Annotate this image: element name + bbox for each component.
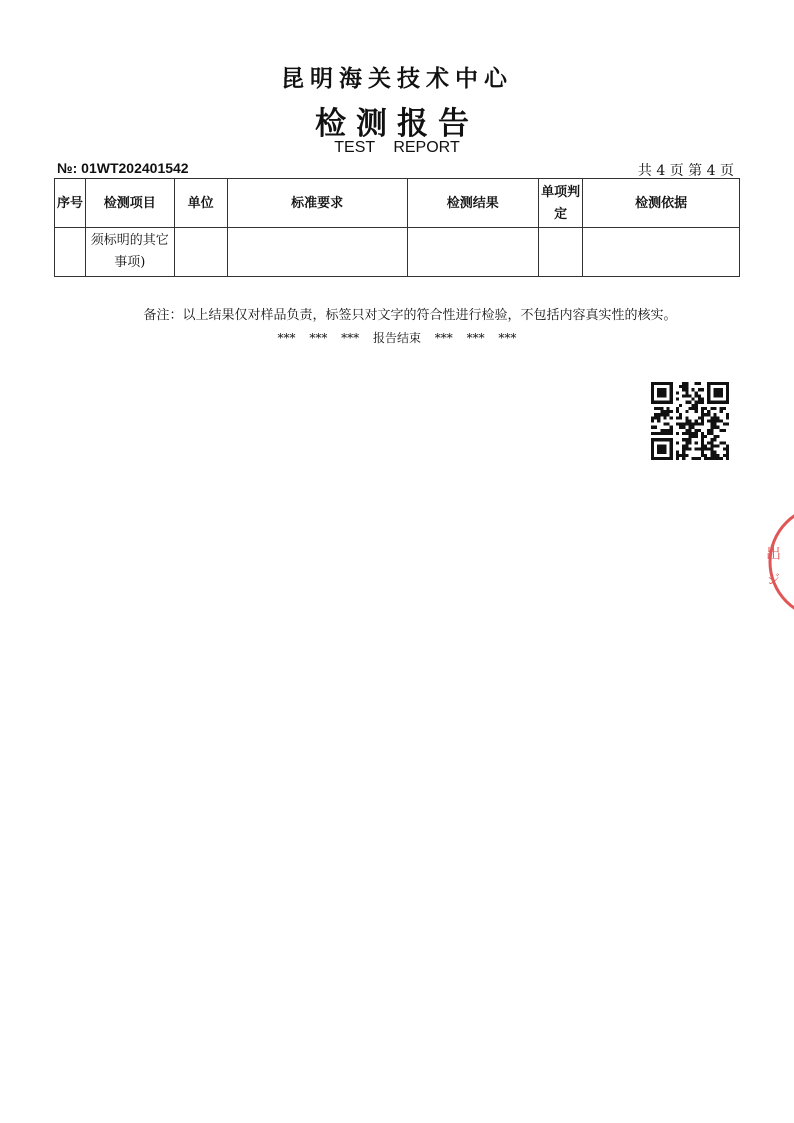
- seal-stamp: [764, 502, 794, 622]
- cell-judgement: [539, 228, 583, 277]
- result-table: [54, 178, 740, 277]
- cell-result: [407, 228, 539, 277]
- organization-name: 昆明海关技术中心: [281, 65, 513, 92]
- header-basis: 检测依据: [583, 179, 740, 228]
- page-info: 共 4 页 第 4 页: [637, 163, 734, 179]
- report-number: [57, 160, 189, 176]
- cell-index: [55, 228, 86, 277]
- header-judgement: 单项判定: [539, 179, 583, 228]
- svg-text:出: 出: [766, 544, 782, 562]
- cell-test-item: 须标明的其它事项): [86, 228, 174, 277]
- remark-text: 备注：以上结果仅对样品负责，标签只对文字的符合性进行检验，不包括内容真实性的核实。: [143, 308, 677, 323]
- header-result: 检测结果: [407, 179, 539, 228]
- table-header-row: [55, 179, 740, 228]
- report-number-label: №:: [57, 160, 78, 176]
- header-unit: 单位: [174, 179, 227, 228]
- report-end-marker: *** *** *** 报告结束 *** *** ***: [277, 331, 517, 345]
- cell-basis: [583, 228, 740, 277]
- header-standard: 标准要求: [227, 179, 407, 228]
- cell-standard: [227, 228, 407, 277]
- svg-text:ジ: ジ: [767, 573, 781, 588]
- cell-unit: [174, 228, 227, 277]
- report-title: 检测报告: [315, 106, 479, 142]
- header-test-item: 检测项目: [86, 179, 174, 228]
- report-subtitle: TEST REPORT: [334, 139, 460, 156]
- report-number-value: 01WT202401542: [81, 160, 189, 176]
- table-row: [55, 228, 740, 277]
- header-index: 序号: [55, 179, 86, 228]
- qr-code-icon: [651, 382, 729, 460]
